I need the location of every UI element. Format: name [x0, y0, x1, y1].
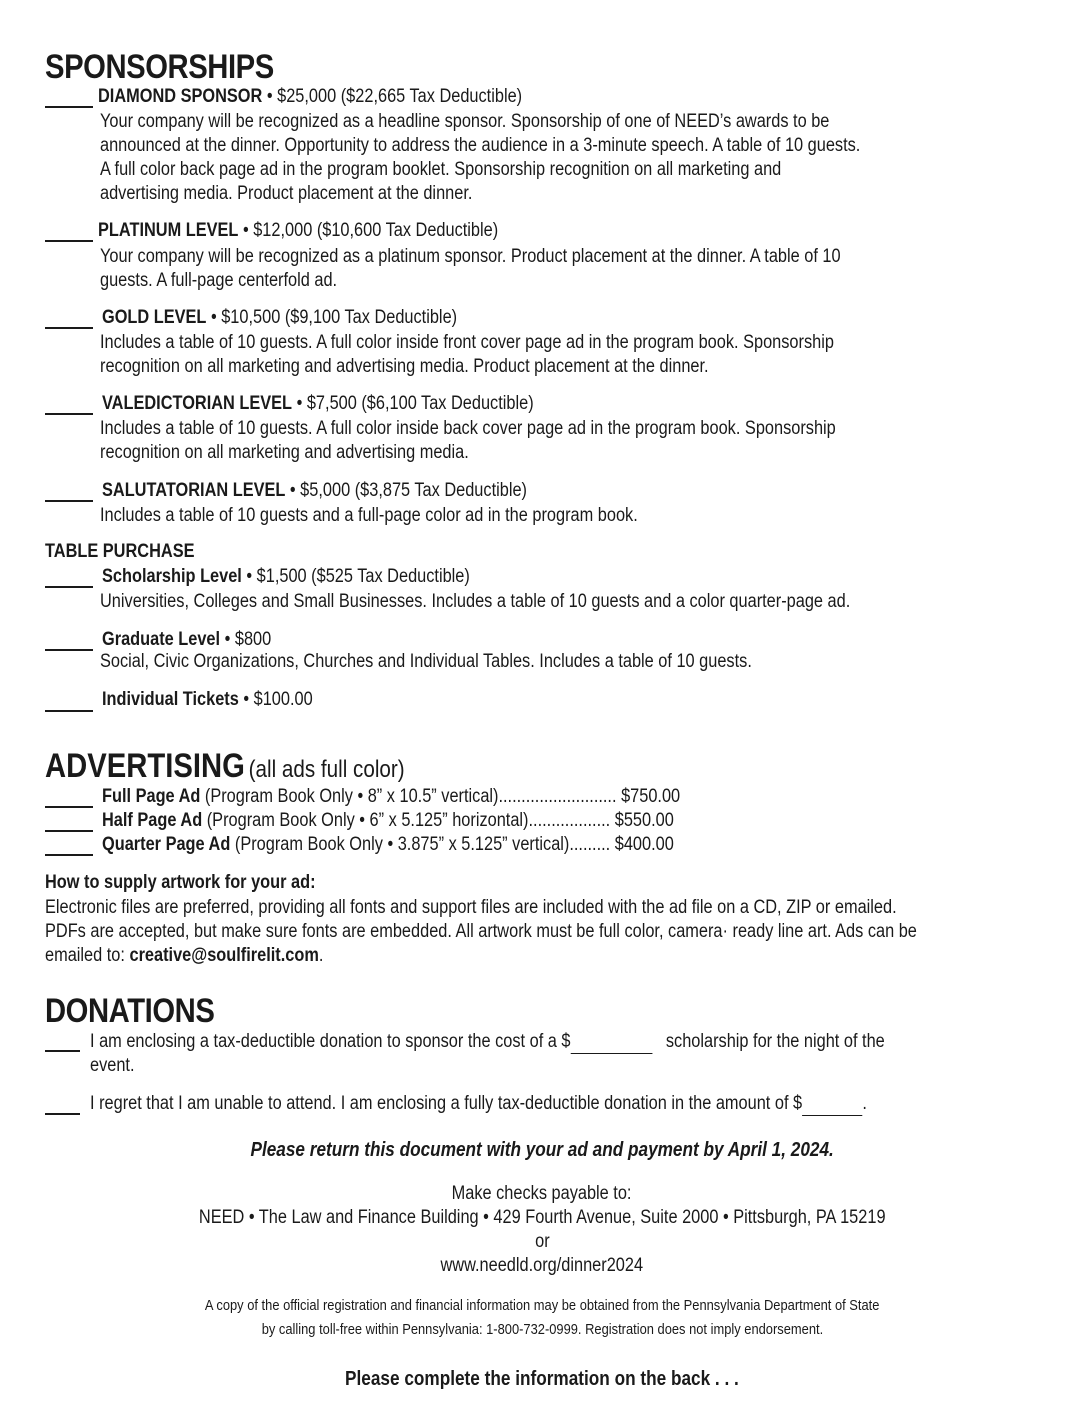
valedictorian-description: Includes a table of 10 guests. A full color inside back cover page ad in the program book. Sponsorship recognition on all marketing and advertising media.: [100, 418, 836, 463]
scholarship-checkbox-line[interactable]: [45, 586, 93, 588]
donation-option-1: I am enclosing a tax-deductible donation to sponsor the cost of a $ scholarship for the night of the event.: [90, 1031, 885, 1076]
platinum-checkbox-line[interactable]: [45, 240, 93, 242]
donation-amount-field[interactable]: [802, 1097, 862, 1116]
graduate-description: Social, Civic Organizations, Churches and Individual Tables. Includes a table of 10 guests.: [100, 651, 752, 672]
salutatorian-title: SALUTATORIAN LEVEL • $5,000 ($3,875 Tax Deductible): [102, 480, 527, 501]
advertising-subheading: (all ads full color): [248, 756, 405, 783]
individual-tickets-checkbox-line[interactable]: [45, 710, 93, 712]
scholarship-amount-field[interactable]: [571, 1035, 653, 1054]
disclaimer-line-1: A copy of the official registration and financial information may be obtained from the Pennsylvania Department of State: [204, 1297, 880, 1314]
artwork-heading: How to supply artwork for your ad:: [45, 872, 316, 893]
advertising-heading: ADVERTISING: [45, 747, 245, 785]
advertising-heading-row: [45, 747, 405, 786]
email-link[interactable]: creative@soulfirelit.com: [129, 945, 319, 966]
valedictorian-checkbox-line[interactable]: [45, 413, 93, 415]
back-note: Please complete the information on the back . . .: [345, 1368, 739, 1390]
website-link[interactable]: www.needld.org/dinner2024: [440, 1255, 644, 1276]
graduate-checkbox-line[interactable]: [45, 649, 93, 651]
half-page-ad-row: Half Page Ad (Program Book Only • 6” x 5.125” horizontal).................. $550.00: [102, 810, 674, 831]
valedictorian-title: VALEDICTORIAN LEVEL • $7,500 ($6,100 Tax Deductible): [102, 393, 534, 414]
donations-heading: DONATIONS: [45, 992, 215, 1030]
salutatorian-checkbox-line[interactable]: [45, 500, 93, 502]
artwork-instructions: Electronic files are preferred, providing all fonts and support files are included with the ad file on a CD, ZIP or emailed. PDFs are accepted, but make sure fonts are embedded. All artwork must be full color, camera· ready line art. Ads can be emailed to: creative@soulfirelit.com.: [45, 897, 917, 966]
gold-description: Includes a table of 10 guests. A full color inside front cover page ad in the program book. Sponsorship recognition on all marketing and advertising media. Product placement at the dinner.: [100, 332, 834, 377]
disclaimer-line-2: by calling toll-free within Pennsylvania: 1-800-732-0999. Registration does not imply endorsement.: [261, 1321, 823, 1338]
gold-title: GOLD LEVEL • $10,500 ($9,100 Tax Deductible): [102, 307, 458, 328]
checks-label: Make checks payable to:: [452, 1183, 632, 1204]
gold-checkbox-line[interactable]: [45, 327, 93, 329]
donation-option-2: I regret that I am unable to attend. I am enclosing a fully tax-deductible donation in the amount of $ .: [90, 1093, 867, 1114]
half-page-ad-checkbox-line[interactable]: [45, 830, 93, 832]
scholarship-description: Universities, Colleges and Small Businesses. Includes a table of 10 guests and a color quarter-page ad.: [100, 591, 851, 612]
graduate-title: Graduate Level • $800: [102, 629, 272, 650]
return-note: Please return this document with your ad and payment by April 1, 2024.: [250, 1139, 834, 1161]
quarter-page-ad-checkbox-line[interactable]: [45, 854, 93, 856]
donation-option-1-checkbox-line[interactable]: [45, 1050, 80, 1052]
diamond-checkbox-line[interactable]: [45, 106, 93, 108]
platinum-title: PLATINUM LEVEL • $12,000 ($10,600 Tax Deductible): [98, 220, 499, 241]
platinum-description: Your company will be recognized as a platinum sponsor. Product placement at the dinner. A table of 10 guests. A full-page centerfold ad.: [100, 246, 841, 291]
full-page-ad-row: Full Page Ad (Program Book Only • 8” x 10.5” vertical).......................... $750.00: [102, 786, 681, 807]
donation-option-2-checkbox-line[interactable]: [45, 1113, 80, 1115]
quarter-page-ad-row: Quarter Page Ad (Program Book Only • 3.875” x 5.125” vertical)......... $400.00: [102, 834, 674, 855]
salutatorian-description: Includes a table of 10 guests and a full-page color ad in the program book.: [100, 505, 638, 526]
individual-tickets-title: Individual Tickets • $100.00: [102, 689, 313, 710]
full-page-ad-checkbox-line[interactable]: [45, 806, 93, 808]
diamond-title: DIAMOND SPONSOR • $25,000 ($22,665 Tax Deductible): [98, 86, 523, 107]
diamond-description: Your company will be recognized as a headline sponsor. Sponsorship of one of NEED’s awards to be announced at the dinner. Opportunity to address the audience in a 3-minute speech. A table of 10 guests. A full color back page ad in the program booklet. Sponsorship recognition on all marketing and advertising media. Product placement at the dinner.: [100, 111, 861, 204]
or-separator: or: [534, 1231, 550, 1252]
table-purchase-heading: TABLE PURCHASE: [45, 541, 195, 562]
sponsorships-heading: SPONSORSHIPS: [45, 48, 274, 86]
mailing-address: NEED • The Law and Finance Building • 429 Fourth Avenue, Suite 2000 • Pittsburgh, PA 15219: [198, 1207, 886, 1228]
scholarship-title: Scholarship Level • $1,500 ($525 Tax Deductible): [102, 566, 470, 587]
